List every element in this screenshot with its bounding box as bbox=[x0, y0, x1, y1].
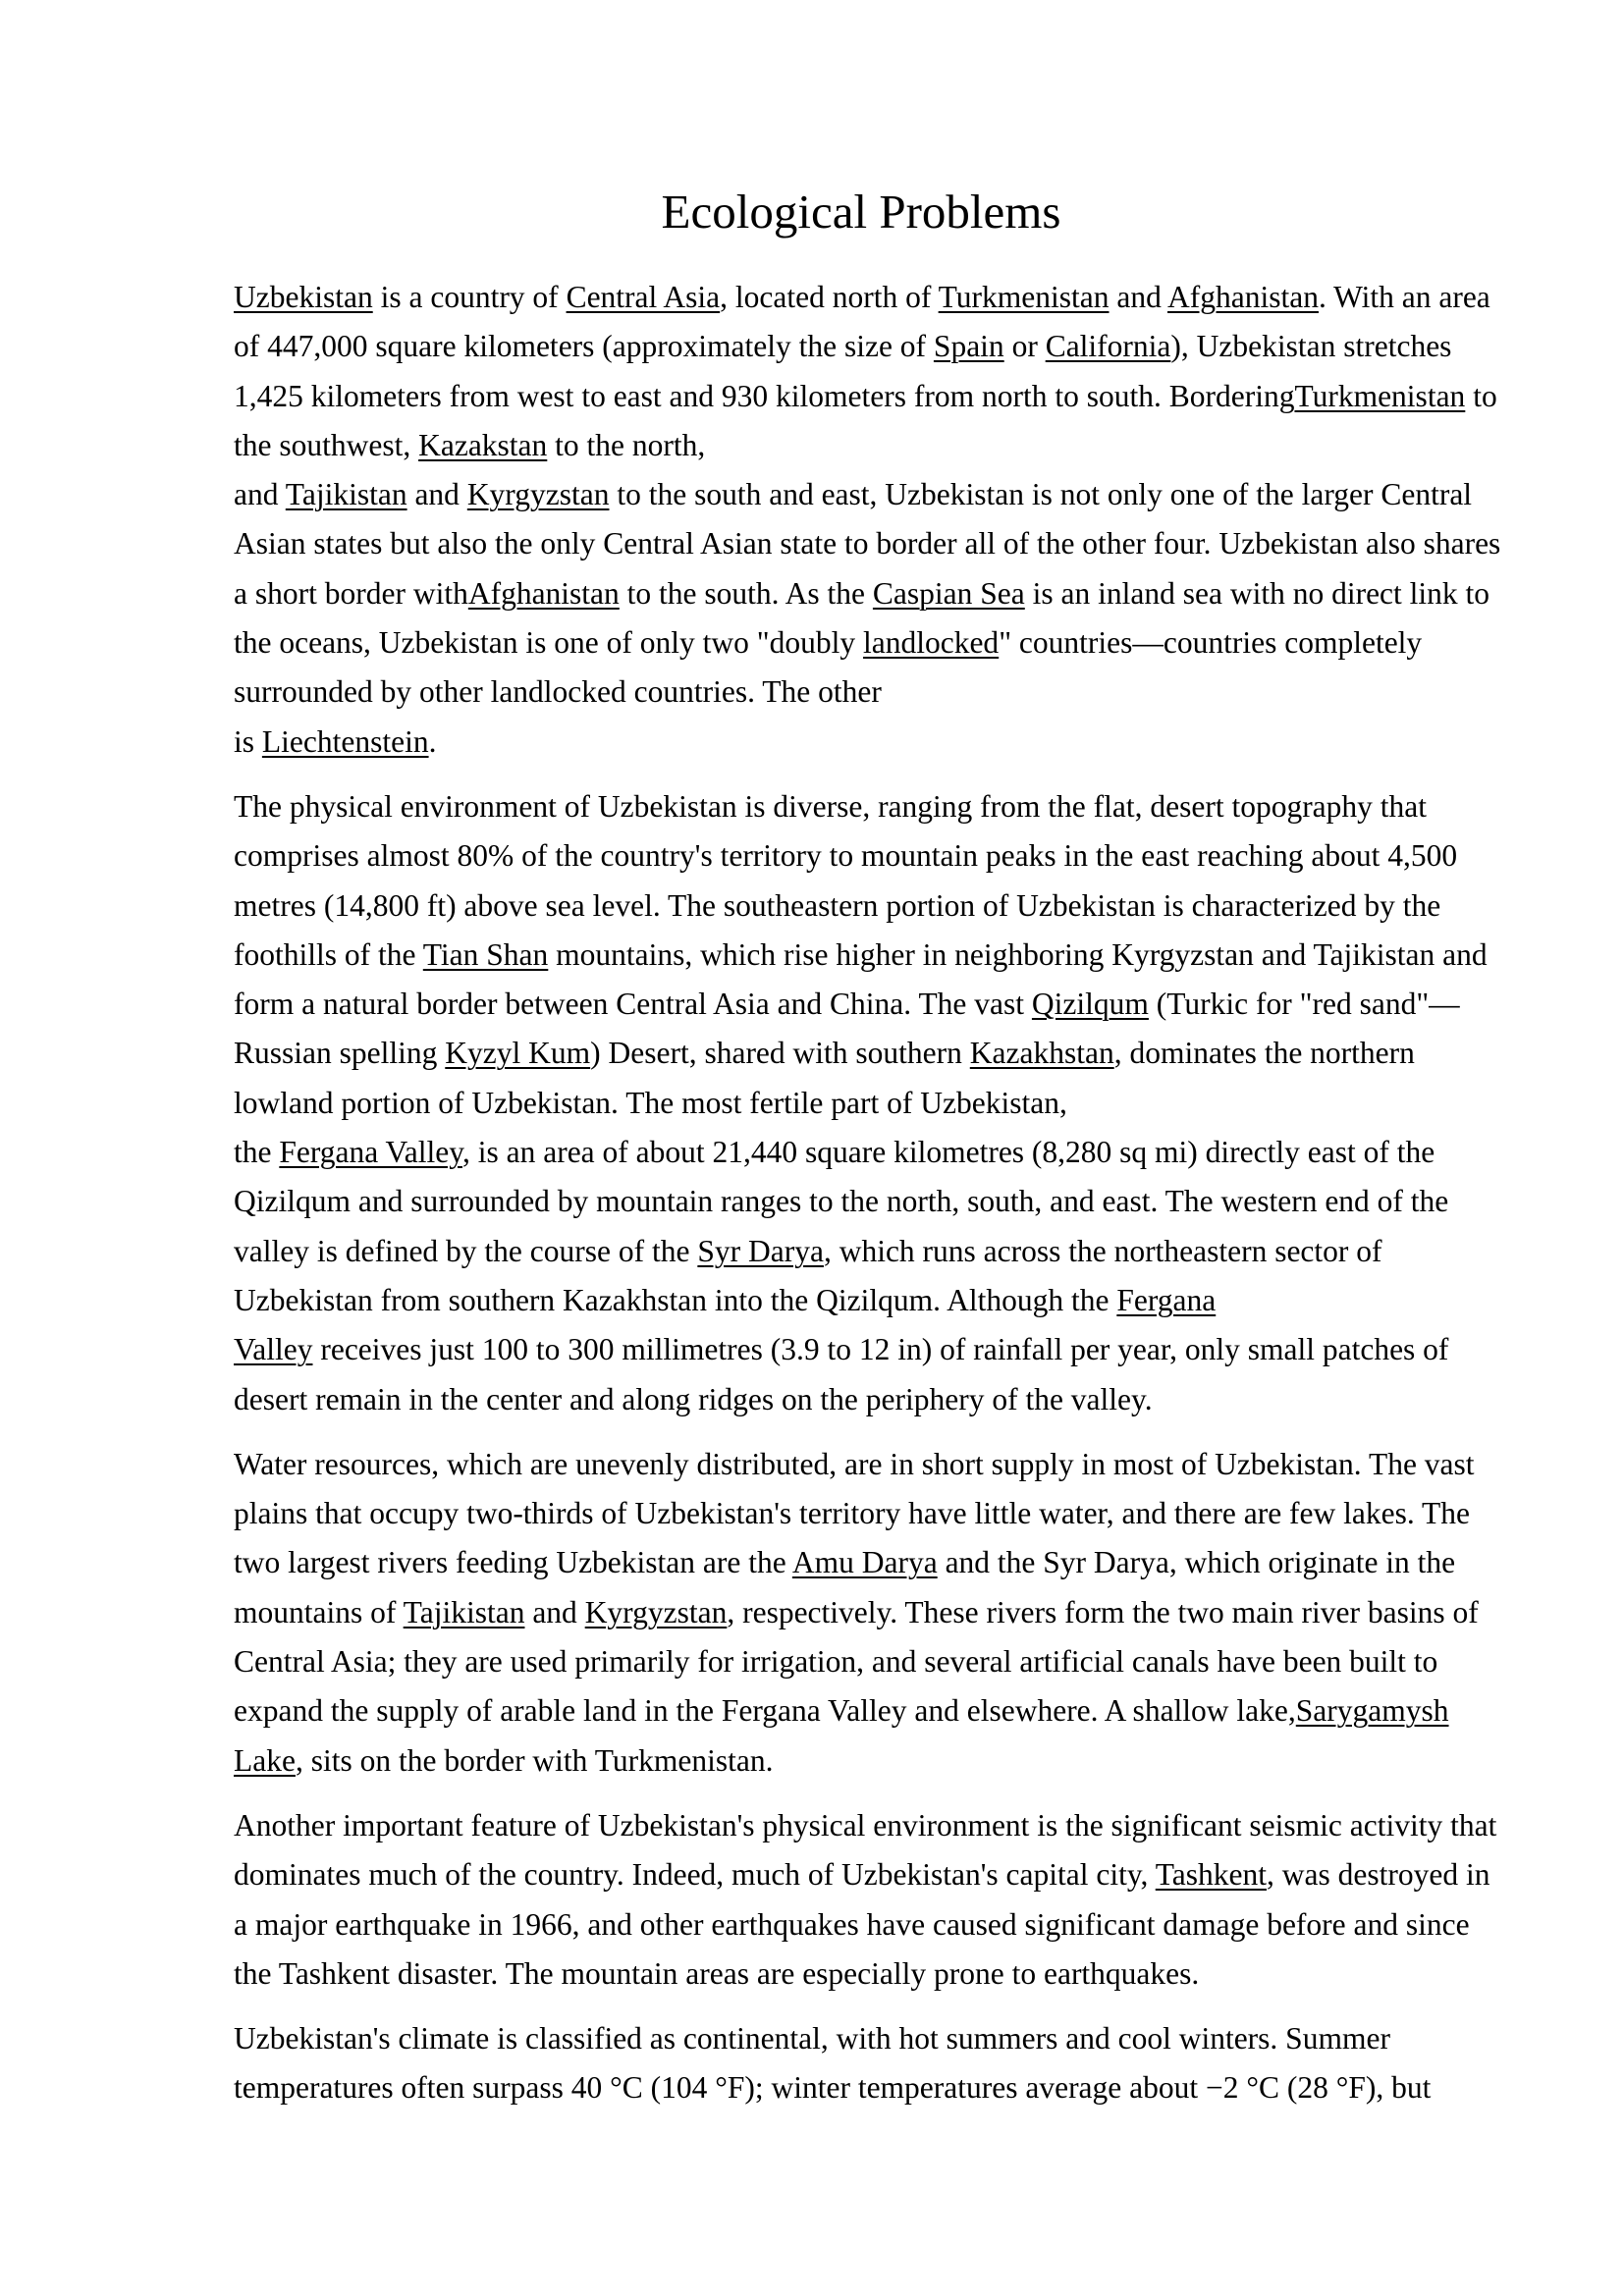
text: receives just 100 to 300 millimetres (3.9 to 12 in) of rainfall per year, only small patches of desert remain in the center and along ridges on the periphery of the valley. bbox=[234, 1332, 1449, 1416]
paragraph-geography bbox=[234, 273, 1510, 767]
link-liechtenstein[interactable]: Liechtenstein bbox=[261, 723, 429, 759]
link-caspian-sea[interactable]: Caspian Sea bbox=[872, 575, 1025, 611]
text: is a country of bbox=[372, 280, 567, 314]
link-tashkent[interactable]: Tashkent bbox=[1155, 1857, 1268, 1893]
text: to the southwest, bbox=[234, 378, 1497, 462]
link-sarygamysh-lake[interactable]: Sarygamysh Lake bbox=[234, 1693, 1449, 1778]
link-spain[interactable]: Spain bbox=[933, 329, 1004, 364]
text: mountains, which rise higher in neighboring Kyrgyzstan and Tajikistan and form a natural border between Central Asia and China. The vast bbox=[234, 936, 1488, 1022]
text: to the north, bbox=[547, 427, 706, 462]
text: , which runs across the northeastern sector of Uzbekistan from southern Kazakhstan into the Qizilqum. Although the bbox=[234, 1233, 1382, 1317]
link-fergana-valley[interactable]: Valley bbox=[234, 1332, 313, 1367]
link-tajikistan[interactable]: Tajikistan bbox=[285, 477, 407, 512]
link-california[interactable]: California bbox=[1045, 329, 1171, 364]
link-landlocked[interactable]: landlocked bbox=[862, 625, 1000, 661]
link-uzbekistan[interactable]: Uzbekistan bbox=[234, 280, 373, 314]
text: , located north of bbox=[720, 280, 939, 314]
link-central-asia[interactable]: Central Asia bbox=[566, 280, 721, 314]
text: . With an area of 447,000 square kilometers (approximately the size of bbox=[234, 280, 1490, 364]
text: , was destroyed in a major earthquake in 1966, and other earthquakes have caused significant damage before and since the Tashkent disaster. The mountain areas are especially prone to earthquakes. bbox=[234, 1857, 1490, 1991]
link-kazakhstan[interactable]: Kazakhstan bbox=[969, 1036, 1114, 1071]
link-qizilqum[interactable]: Qizilqum bbox=[1031, 987, 1149, 1022]
link-kyrgyzstan[interactable]: Kyrgyzstan bbox=[584, 1594, 728, 1629]
link-afghanistan[interactable]: Afghanistan bbox=[1167, 280, 1319, 314]
link-kazakstan[interactable]: Kazakstan bbox=[418, 427, 548, 462]
link-afghanistan[interactable]: Afghanistan bbox=[467, 575, 620, 611]
document-title: Ecological Problems bbox=[661, 185, 1061, 239]
text: , sits on the border with Turkmenistan. bbox=[295, 1742, 774, 1778]
text: to the south. As the bbox=[619, 575, 873, 611]
link-syr-darya[interactable]: Syr Darya bbox=[697, 1233, 824, 1268]
link-turkmenistan[interactable]: Turkmenistan bbox=[1294, 378, 1466, 413]
text: , dominates the northern lowland portion of Uzbekistan. The most fertile part of Uzbekistan, bbox=[234, 1036, 1415, 1120]
link-fergana-valley[interactable]: Fergana bbox=[1116, 1282, 1217, 1317]
text: The physical environment of Uzbekistan is diverse, ranging from the flat, desert topography that comprises almost 80% of the country's territory to mountain peaks in the east reaching about 4,500 metres (14,800 ft) above sea level. The southeastern portion of Uzbekistan is characterized by the foothills of the bbox=[234, 788, 1458, 972]
text: Water resources, which are unevenly distributed, are in short supply in most of Uzbekistan. The vast plains that occupy two-thirds of Uzbekistan's territory have little water, and there are few lakes. The two largest rivers feeding Uzbekistan are the bbox=[234, 1446, 1475, 1580]
text: and bbox=[524, 1594, 585, 1629]
text: or bbox=[1003, 329, 1046, 364]
text: is an inland sea with no direct link to the oceans, Uzbekistan is one of only two "doubly bbox=[234, 575, 1490, 661]
text: , is an area of about 21,440 square kilometres (8,280 sq mi) directly east of the Qizilqum and surrounded by mountain ranges to the north, south, and east. The western end of the valley is defined by the course of the bbox=[234, 1135, 1449, 1268]
text: ) Desert, shared with southern bbox=[590, 1036, 970, 1071]
link-turkmenistan[interactable]: Turkmenistan bbox=[938, 280, 1110, 314]
text: is bbox=[234, 723, 262, 759]
link-amu-darya[interactable]: Amu Darya bbox=[791, 1545, 938, 1580]
paragraph-water-resources bbox=[234, 1440, 1510, 1786]
text: and bbox=[234, 477, 286, 512]
link-tajikistan[interactable]: Tajikistan bbox=[403, 1594, 525, 1629]
link-fergana-valley[interactable]: Fergana Valley bbox=[279, 1135, 462, 1170]
text: and the Syr Darya, which originate in the mountains of bbox=[234, 1545, 1456, 1629]
text: Another important feature of Uzbekistan's physical environment is the significant seismic activity that dominates much of the country. Indeed, much of Uzbekistan's capital city, bbox=[234, 1807, 1497, 1893]
text: Uzbekistan's climate is classified as continental, with hot summers and cool winters. Summer temperatures often surpass 40 °C (104 °F); winter temperatures average about −2 °C (28 °F), but bbox=[234, 2021, 1432, 2106]
link-tian-shan[interactable]: Tian Shan bbox=[422, 936, 549, 972]
text: to the south and east, Uzbekistan is not only one of the larger Central Asian states but also the only Central Asian state to border all of the other four. Uzbekistan also shares a short border with bbox=[234, 477, 1501, 611]
text: and bbox=[1109, 280, 1167, 314]
link-kyrgyzstan[interactable]: Kyrgyzstan bbox=[466, 477, 610, 512]
text: " countries—countries completely surrounded by other landlocked countries. The other bbox=[234, 625, 1423, 710]
paragraph-physical-environment bbox=[234, 782, 1510, 1424]
text: , respectively. These rivers form the two main river basins of Central Asia; they are used primarily for irrigation, and several artificial canals have been built to expand the supply of arable land in the Fergana Valley and elsewhere. A shallow lake, bbox=[234, 1594, 1479, 1729]
text: the bbox=[234, 1135, 280, 1170]
text: . bbox=[428, 723, 437, 759]
text: and bbox=[406, 477, 467, 512]
link-kyzyl-kum[interactable]: Kyzyl Kum bbox=[445, 1036, 591, 1071]
text: (Turkic for "red sand"—Russian spelling bbox=[234, 987, 1460, 1071]
paragraph-seismic-activity bbox=[234, 1801, 1510, 1999]
paragraph-climate bbox=[234, 2014, 1510, 2113]
text: ), Uzbekistan stretches 1,425 kilometers from west to east and 930 kilometers from north to south. Bordering bbox=[234, 329, 1452, 413]
